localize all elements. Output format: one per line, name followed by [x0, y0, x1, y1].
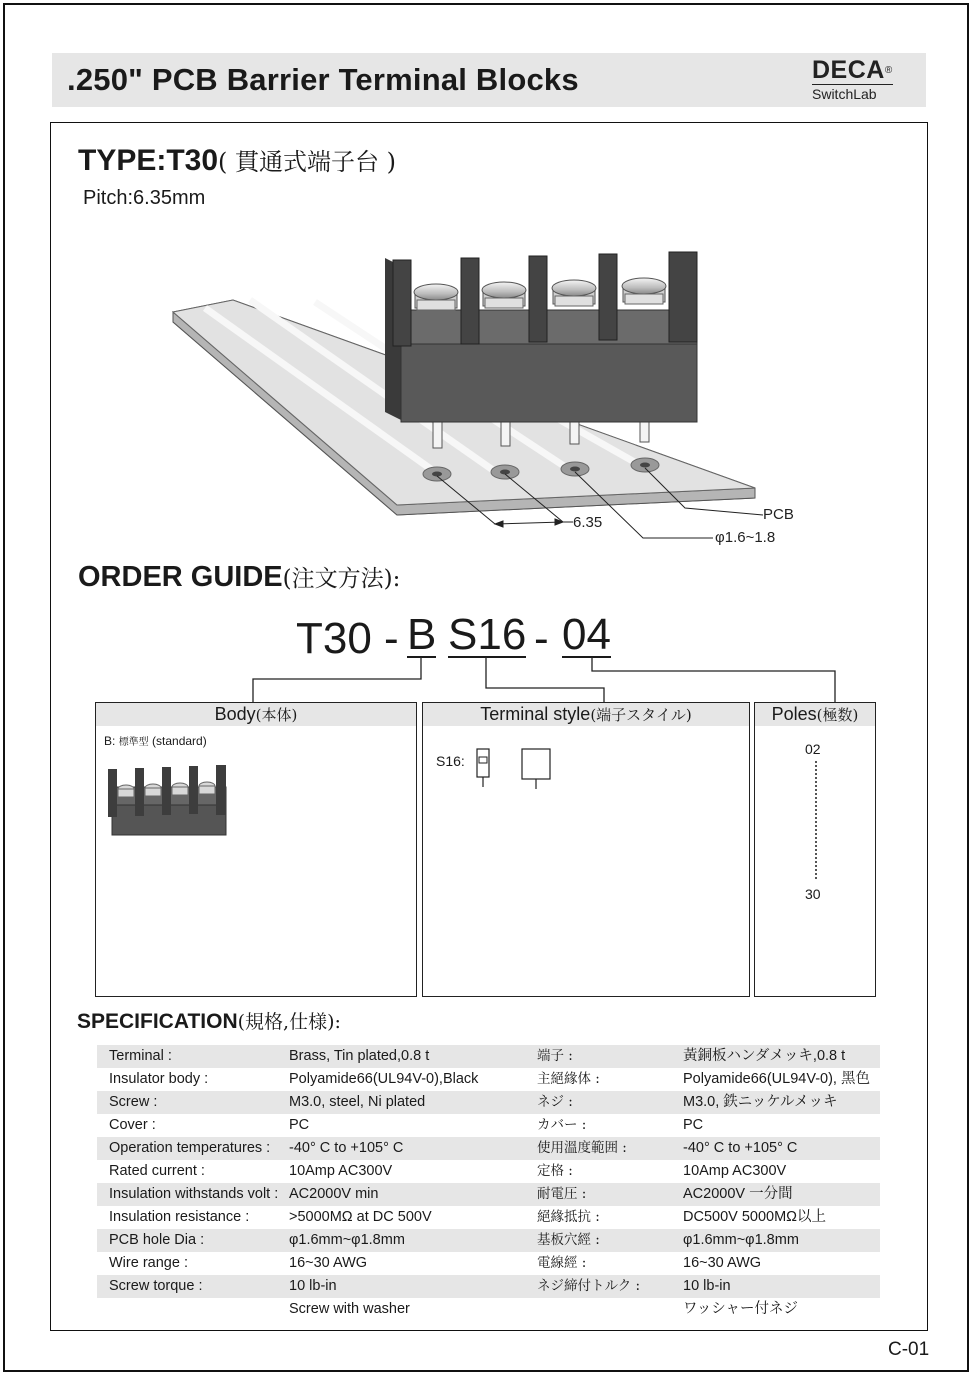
page-number: C-01 [888, 1339, 930, 1360]
poles-header: Poles(極数) [755, 703, 875, 726]
table-row: Screw with washer ワッシャー付ネジ [289, 1301, 798, 1317]
type-title: TYPE:T30( 貫通式端子台 ) [78, 144, 397, 177]
terminal-style-box [422, 702, 750, 997]
part-number-poles: 04 [562, 610, 611, 659]
part-number-body: B [407, 610, 437, 659]
part-number-style: S16 [448, 610, 527, 659]
part-number-series: T30 - [296, 614, 399, 663]
s16-terminal-icon [475, 747, 561, 791]
poles-box [754, 702, 876, 997]
table-row: Insulation withstands volt : AC2000V min 耐電圧 : AC2000V 一分間 [97, 1183, 880, 1206]
specification-table [97, 1045, 880, 1321]
table-row: PCB hole Dia : φ1.6mm~φ1.8mm 基板穴經 : φ1.6mm~φ1.8mm [97, 1229, 880, 1252]
brand-subtitle: SwitchLab [812, 86, 877, 102]
body-header: Body(本体) [96, 703, 416, 726]
body-option-box [95, 702, 417, 997]
poles-min: 02 [805, 741, 821, 757]
table-row: Screw torque : 10 lb-in ネジ締付トルク : 10 lb-in [97, 1275, 880, 1298]
pitch-dimension: 6.35 [573, 514, 603, 531]
terminal-style-header: Terminal style(端子スタイル) [423, 703, 749, 726]
table-row: Insulation resistance : >5000MΩ at DC 500V 絕緣抵抗 : DC500V 5000MΩ以上 [109, 1209, 827, 1225]
specification-title: SPECIFICATION(規格,仕様): [77, 1010, 341, 1033]
table-row: Cover : PC カバー : PC [109, 1117, 704, 1133]
brand-name: DECA® [812, 56, 893, 84]
table-row: Wire range : 16~30 AWG 電線經 : 16~30 AWG [109, 1255, 762, 1271]
table-row: Insulator body : Polyamide66(UL94V-0),Black 主絕緣体 : Polyamide66(UL94V-0), 黑色 [109, 1071, 870, 1087]
part-number-dash: - [534, 614, 549, 663]
page-title: .250" PCB Barrier Terminal Blocks [67, 62, 579, 97]
pcb-label: PCB [763, 506, 794, 523]
hole-dimension: φ1.6~1.8 [715, 529, 776, 546]
terminal-option-s16: S16: [436, 753, 465, 769]
body-thumbnail [108, 765, 230, 841]
poles-max: 30 [805, 886, 821, 902]
table-row: Terminal : Brass, Tin plated,0.8 t 端子 : 黃銅板ハンダメッキ,0.8 t [97, 1045, 880, 1068]
table-row: Rated current : 10Amp AC300V 定格 : 10Amp AC300V [109, 1163, 787, 1179]
table-row: Operation temperatures : -40° C to +105° C 使用溫度範囲 : -40° C to +105° C [97, 1137, 880, 1160]
order-guide-title: ORDER GUIDE(注文方法): [78, 561, 401, 593]
body-option-b: B: 標準型 (standard) [104, 734, 207, 748]
poles-range-dots [815, 761, 817, 879]
pitch-label: Pitch:6.35mm [83, 187, 206, 209]
table-row: Screw : M3.0, steel, Ni plated ネジ : M3.0, 鉄ニッケルメッキ [97, 1091, 880, 1114]
